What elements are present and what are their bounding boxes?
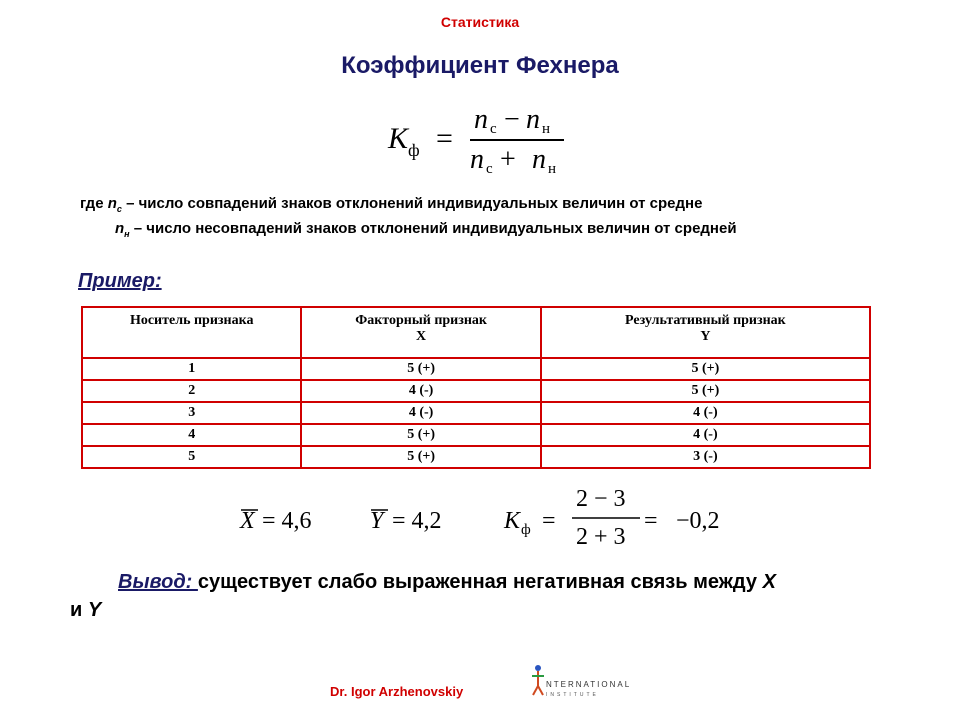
- num-a-sub: с: [490, 121, 497, 137]
- table-row: [82, 446, 870, 468]
- header-carrier: Носитель признака: [82, 307, 301, 358]
- author-footer: Dr. Igor Arzhenovskiy: [330, 684, 464, 699]
- def-sub-nn: н: [124, 229, 130, 239]
- subject-header: Статистика: [440, 14, 520, 30]
- conclusion-x: X: [762, 571, 776, 593]
- def-sub-nc: с: [116, 204, 122, 214]
- definition-nn: [115, 220, 737, 239]
- formula-lhs-sub: ф: [408, 140, 420, 160]
- def-text-nn: – число несовпадений знаков отклонений индивидуальных величин от средней: [129, 220, 737, 237]
- definition-nc: [80, 195, 702, 214]
- logo-line1: NTERNATIONAL: [546, 680, 632, 689]
- k-sym: K: [504, 508, 521, 534]
- cell-id: 2: [82, 380, 301, 402]
- cell-y: 4 (-): [541, 402, 870, 424]
- den-a: n: [470, 144, 484, 175]
- table-row: [82, 424, 870, 446]
- k-value: −0,2: [676, 508, 720, 534]
- cell-y: 5 (+): [541, 380, 870, 402]
- def-sym-nc: n: [107, 195, 117, 212]
- institute-logo: [512, 660, 632, 700]
- x-mean-val: = 4,6: [262, 508, 312, 534]
- num-b-sub: н: [542, 121, 551, 137]
- num-b: n: [526, 104, 540, 135]
- table-row: [82, 358, 870, 380]
- den-op: +: [500, 144, 516, 175]
- logo-line2: INSTITUTE: [546, 692, 599, 698]
- svg-text:=: =: [436, 122, 453, 155]
- page-title: Коэффициент Фехнера: [341, 52, 619, 79]
- y-mean-val: = 4,2: [392, 508, 442, 534]
- cell-id: 5: [82, 446, 301, 468]
- cell-id: 1: [82, 358, 301, 380]
- num-op: −: [504, 104, 520, 135]
- den-b: n: [532, 144, 546, 175]
- cell-x: 5 (+): [301, 424, 540, 446]
- den-a-sub: с: [486, 161, 493, 177]
- cell-x: 5 (+): [301, 358, 540, 380]
- den-b-sub: н: [548, 161, 557, 177]
- k-den: 2 + 3: [576, 524, 626, 550]
- k-eq2: =: [644, 508, 658, 534]
- cell-id: 3: [82, 402, 301, 424]
- cell-y: 5 (+): [541, 358, 870, 380]
- def-sym-nn: n: [115, 220, 125, 237]
- y-mean-sym: Y: [370, 508, 384, 534]
- table-header-row: [82, 307, 870, 358]
- k-sub: ф: [521, 522, 531, 538]
- table-row: [82, 380, 870, 402]
- conclusion-y: Y: [87, 599, 102, 621]
- conclusion-label: Вывод:: [118, 571, 198, 593]
- def-text-nc: – число совпадений знаков отклонений индивидуальных величин от средне: [121, 195, 703, 212]
- conclusion: [70, 568, 930, 624]
- results-formula: [238, 484, 778, 550]
- cell-x: 4 (-): [301, 402, 540, 424]
- formula-lhs: K: [388, 122, 409, 155]
- cell-x: 4 (-): [301, 380, 540, 402]
- def-prefix: где: [80, 195, 108, 212]
- data-table: [81, 306, 871, 469]
- header-factor: Факторный признак X: [301, 307, 540, 358]
- header-result: Результативный признак Y: [541, 307, 870, 358]
- cell-x: 5 (+): [301, 446, 540, 468]
- cell-id: 4: [82, 424, 301, 446]
- x-mean-sym: X: [240, 508, 255, 534]
- example-label: Пример:: [78, 270, 162, 292]
- k-num: 2 − 3: [576, 486, 626, 512]
- conclusion-text: существует слабо выраженная негативная связь между: [197, 571, 763, 593]
- cell-y: 4 (-): [541, 424, 870, 446]
- conclusion-and: и: [70, 599, 88, 621]
- cell-y: 3 (-): [541, 446, 870, 468]
- num-a: n: [474, 104, 488, 135]
- k-eq: =: [542, 508, 556, 534]
- fechner-formula: [386, 102, 586, 182]
- logo-figure-head: [535, 665, 541, 671]
- table-row: [82, 402, 870, 424]
